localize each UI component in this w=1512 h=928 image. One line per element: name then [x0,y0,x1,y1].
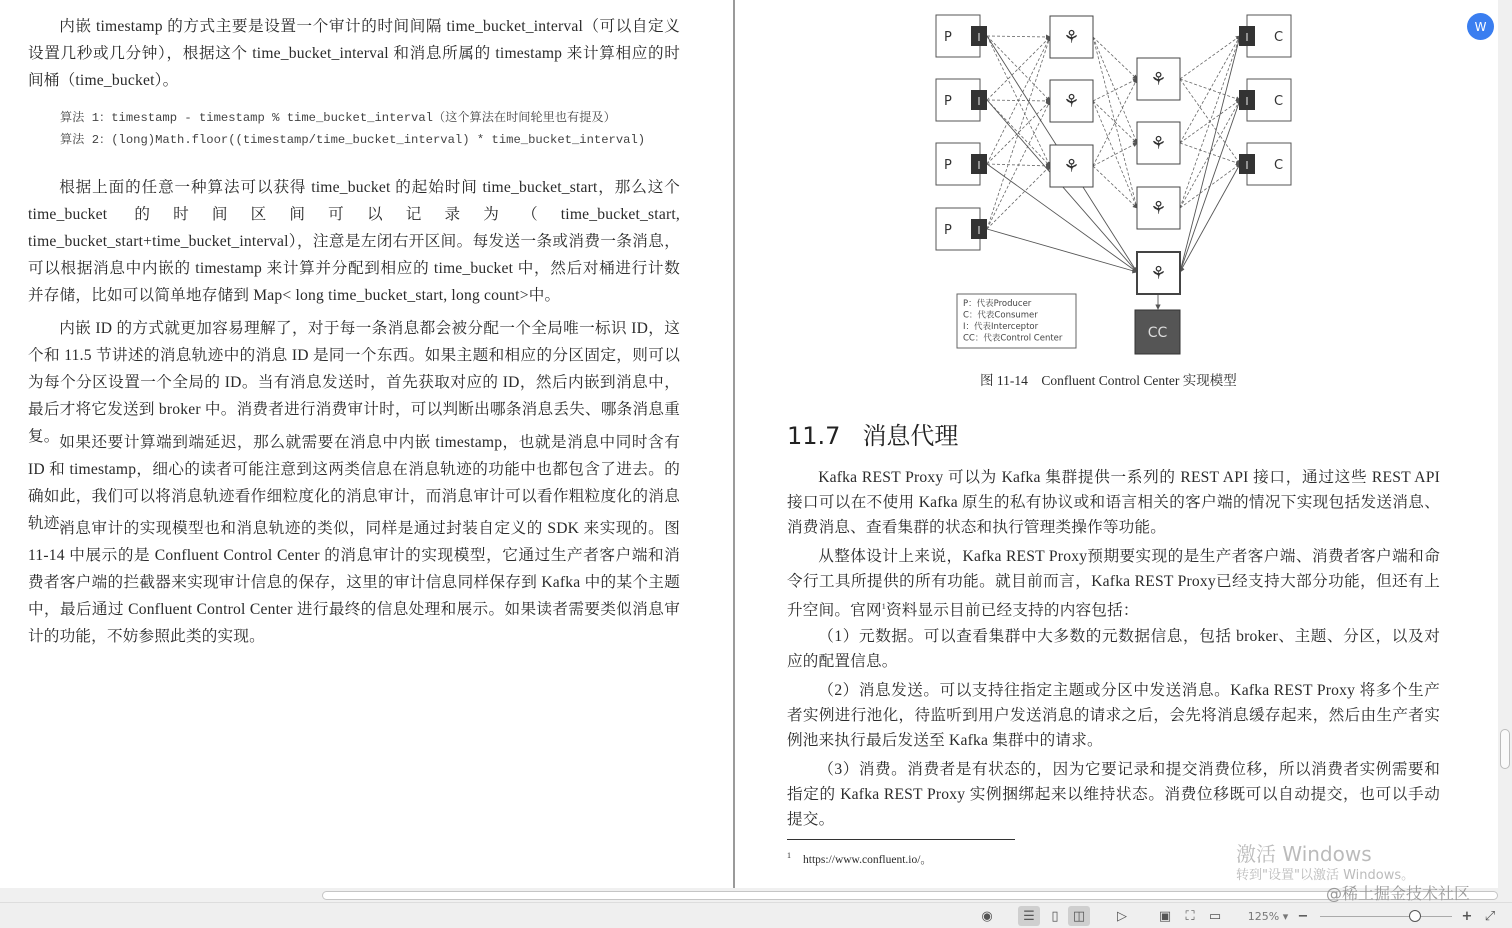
kafka-icon: ⚘ [1150,133,1167,154]
dashed-arrow [987,36,1050,37]
figure-caption: 图 11-14 Confluent Control Center 实现模型 [980,373,1237,388]
paragraph: 消息审计的实现模型也和消息轨迹的类似，同样是通过封装自定义的 SDK 来实现的。图 11-14 中展示的是 Confluent Control Center 的消息审计的实现模型，它通过生产者客户端和消费者客户端的拦截器来实现审计信息的保存，这里的审计信息同样保存到 Kafka 中的某个主题中，最后通过 Confluent Control Center 进行最终的信息处理和展示。如果读者需要类似消息审计的功能，不妨参照此类的实现。 [28,520,680,645]
paragraph: 如果还要计算端到端延迟，那么就需要在消息中内嵌 timestamp，也就是消息中同时含有 ID 和 timestamp，细心的读者可能注意到这两类信息在消息轨迹的功能中也都包含了进去。的确如此，我们可以将消息轨迹看作细粒度化的消息审计，而消息审计可以看作粗粒度化的消息轨迹。 [28,434,680,532]
paragraph [787,545,1440,624]
eye-protection-icon[interactable]: ◉ [981,908,993,924]
fit-page-icon[interactable]: ⛶ [1185,908,1195,924]
zoom-select[interactable]: 125% ▾ [1247,909,1289,923]
code-line: 算法 1：timestamp - timestamp % time_bucket_interval（这个算法在时间轮里也有提及） [60,111,616,125]
footnote [787,851,932,867]
control-center-label: CC [1147,325,1168,341]
actual-size-icon[interactable]: ▣ [1158,908,1172,924]
code-line: 算法 2：(long)Math.floor((timestamp/time_bucket_interval) * time_bucket_interval) [60,133,646,147]
interceptor-label: I [1245,159,1249,172]
solid-arrow [1180,100,1240,272]
footnote-number: 1 [787,851,791,861]
producer-label: P [944,223,952,238]
interceptor-label: I [1245,95,1249,108]
legend-item: I：代表Interceptor [963,322,1039,332]
text: 从整体设计上来说，Kafka REST Proxy预期要实现的是生产者客户端、消费者客户端和命令行工具所提供的所有功能。就目前而言，Kafka REST Proxy已经支持大部分功能，但还有上升空间。官网 [787,548,1440,619]
dashed-arrow [1093,101,1137,143]
horizontal-scroll-thumb[interactable] [322,891,1498,900]
legend-item: CC：代表Control Center [963,333,1063,344]
right-page [735,0,1498,888]
interceptor-label: I [977,31,981,44]
single-page-icon[interactable]: ▯ [1051,908,1059,924]
interceptor-label: I [1245,31,1249,44]
legend-item: C：代表Consumer [963,310,1038,321]
architecture-diagram [735,0,1498,360]
footnote-ref[interactable]: 1 [881,601,886,611]
left-page [0,0,733,888]
producer-label: P [944,30,952,45]
interceptor-label: I [977,224,981,237]
kafka-icon: ⚘ [1150,263,1167,284]
paragraph: （1）元数据。可以查看集群中大多数的元数据信息，包括 broker、主题、分区，以及对应的配置信息。 [787,628,1440,670]
paragraph: （3）消费。消费者是有状态的，因为它要记录和提交消费位移，所以消费者实例需要和指定的 Kafka REST Proxy 实例捆绑起来以维持状态。消费位移既可以自动提交，也可以手动提交。 [787,761,1440,828]
consumer-label: C [1274,158,1284,173]
legend-item: P：代表Producer [963,299,1032,309]
zoom-slider[interactable] [1320,916,1452,917]
section-title: 消息代理 [862,422,959,450]
footnote-rule [787,839,1015,840]
interceptor-label: I [977,159,981,172]
zoom-value: 125% [1247,909,1280,923]
consumer-label: C [1274,94,1284,109]
footnote-link[interactable]: https://www.confluent.io/。 [803,854,932,866]
kafka-icon: ⚘ [1063,91,1080,112]
paragraph: Kafka REST Proxy 可以为 Kafka 集群提供一系列的 REST API 接口，通过这些 REST API 接口可以在不使用 Kafka 原生的私有协议或和语言相关的客户端的情况下实现包括发送消息、消费消息、查看集群的状态和执行管理类操作等功能。 [787,469,1440,536]
paragraph: 内嵌 ID 的方式就更加容易理解了，对于每一条消息都会被分配一个全局唯一标识 ID，这个和 11.5 节讲述的消息轨迹中的消息 ID 是同一个东西。如果主题和相应的分区固定，则可以为每个分区设置一个全局的 ID。当有消息发送时，首先获取对应的 ID，然后内嵌到消息中，最后才将它发送到 broker 中。消费者进行消费审计时，可以判断出哪条消息丢失、哪条消息重复。 [28,320,680,445]
fit-width-icon[interactable]: ▭ [1208,908,1222,924]
zoom-out-button[interactable]: − [1297,908,1309,924]
paragraph: 内嵌 timestamp 的方式主要是设置一个审计的时间间隔 time_bucket_interval（可以自定义设置几秒或几分钟），根据这个 time_bucket_interval 和消息所属的 timestamp 来计算相应的时间桶（time_bucket）。 [28,18,680,89]
kafka-icon: ⚘ [1150,69,1167,90]
section-number: 11.7 [787,422,841,450]
paragraph: （2）消息发送。可以支持往指定主题或分区中发送消息。Kafka REST Proxy 将多个生产者实例进行池化，待监听到用户发送消息的请求之后，会先将消息缓存起来，然后由生产者实例池来执行最后发送至 Kafka 集群中的请求。 [787,682,1440,749]
section-heading [787,416,958,451]
consumer-label: C [1274,30,1284,45]
zoom-in-button[interactable]: + [1461,908,1473,924]
activation-subtitle: 转到"设置"以激活 Windows。 [1236,868,1415,883]
producer-label: P [944,94,952,109]
vertical-scroll-thumb[interactable] [1500,729,1510,769]
dashed-arrow [987,37,1050,229]
two-page-icon[interactable]: ◫ [1068,906,1090,926]
dashed-arrow [1180,36,1240,208]
solid-arrow [987,229,1137,272]
dashed-arrow [987,166,1050,229]
site-watermark: @稀土掘金技术社区 [1326,884,1471,903]
activation-title: 激活 Windows [1236,842,1372,866]
dashed-arrow [1093,37,1137,143]
solid-arrow [1180,36,1240,272]
dashed-arrow [1093,37,1137,79]
kafka-icon: ⚘ [1063,156,1080,177]
solid-arrow [1180,164,1240,272]
zoom-slider-knob[interactable] [1409,910,1421,922]
status-toolbar [0,902,1512,928]
paragraph: 根据上面的任意一种算法可以获得 time_bucket 的起始时间 time_bucket_start，那么这个 time_bucket 的时间区间可以记录为（time_bucket_start, time_bucket_start+time_bucket_interval），注意是左闭右开区间。每发送一条或消费一条消息，可以根据消息中内嵌的 timestamp 来计算并分配到相应的 time_bucket 中，然后对桶进行计数并存储，比如可以简单地存储到 Map< long time_bucket_start, long count>中。 [28,179,680,304]
interceptor-label: I [977,95,981,108]
producer-label: P [944,158,952,173]
kafka-icon: ⚘ [1063,27,1080,48]
dashed-arrow [1093,101,1137,208]
dashed-arrow [1093,166,1137,208]
kafka-icon: ⚘ [1150,198,1167,219]
fullscreen-icon[interactable]: ⤢ [1484,908,1496,924]
dashed-arrow [987,36,1050,101]
text: 资料显示目前已经支持的内容包括： [885,601,1139,619]
play-icon[interactable]: ▷ [1117,908,1127,924]
continuous-page-icon[interactable]: ☰ [1018,906,1040,926]
convert-to-word-button[interactable]: W [1467,13,1494,40]
